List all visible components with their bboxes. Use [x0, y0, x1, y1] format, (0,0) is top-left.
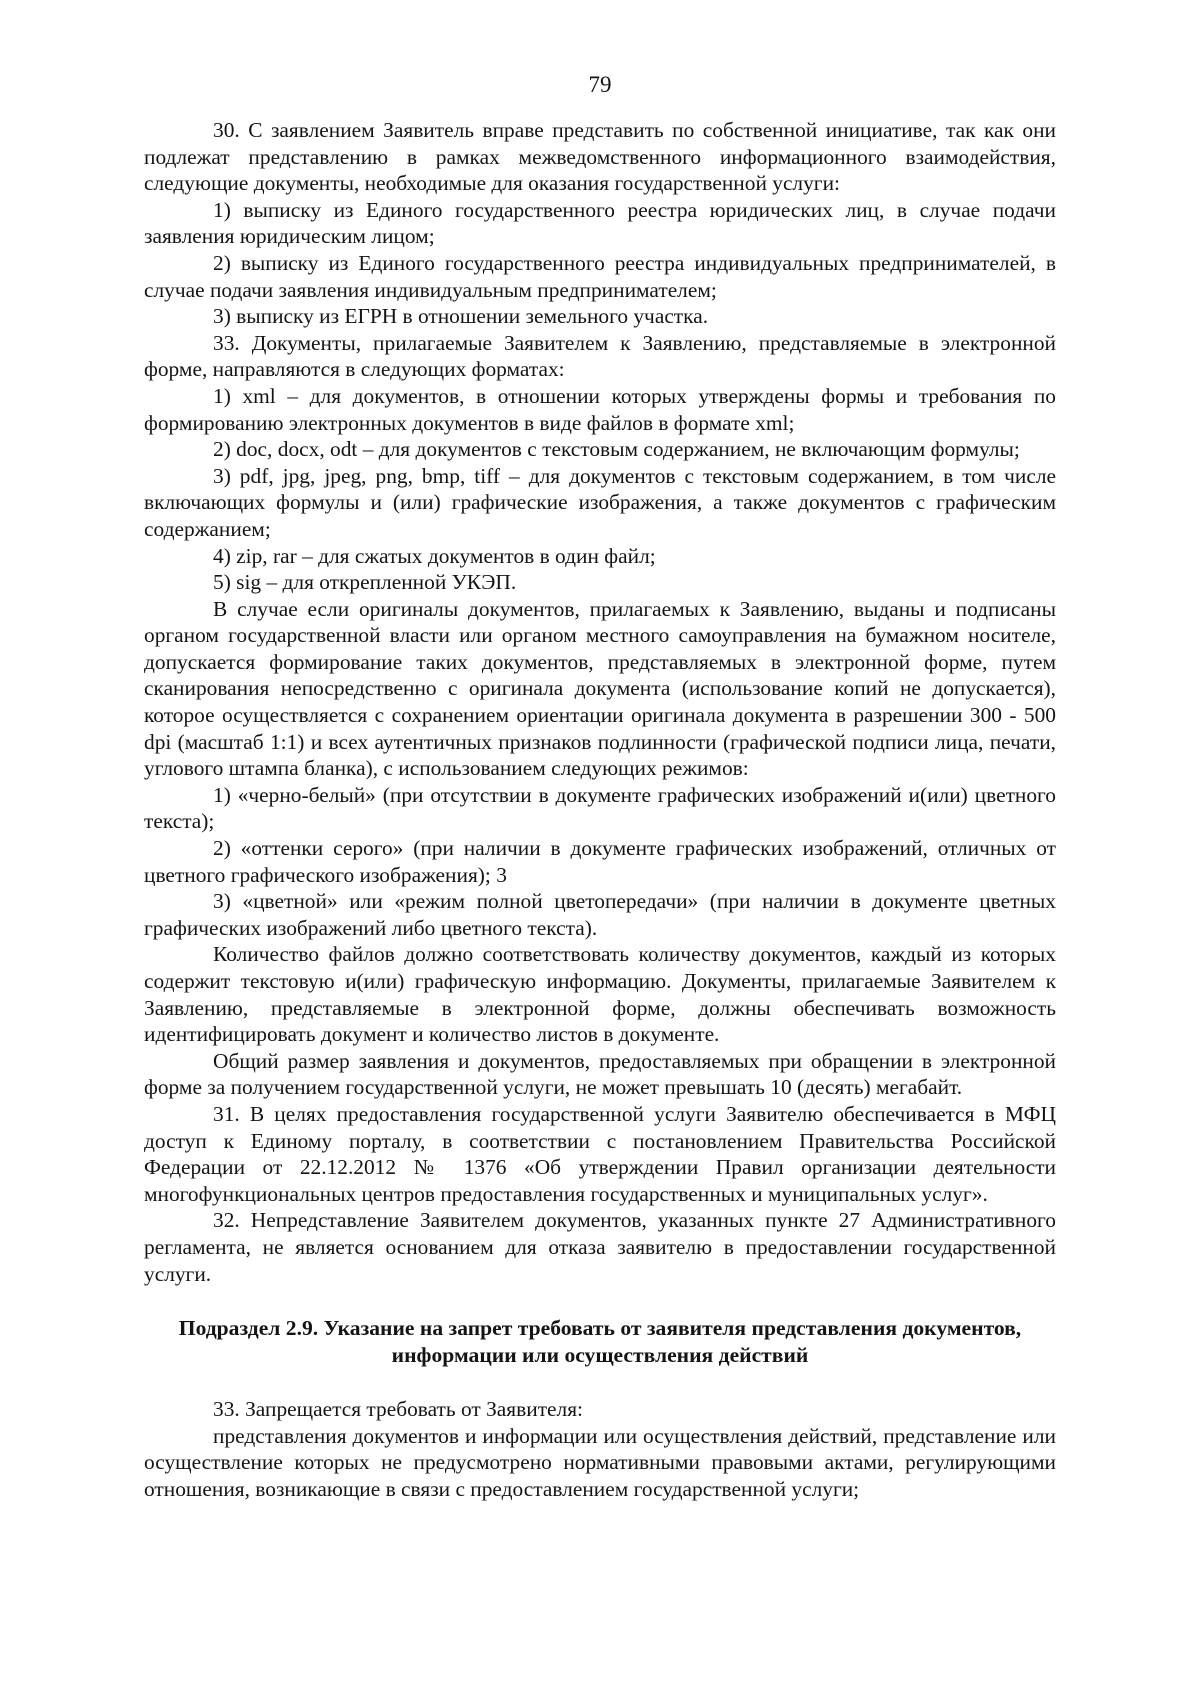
format-item-xml: 1) xml – для документов, в отношении которых утверждены формы и требования по формированию электронных документов в виде файлов в формате xml; — [144, 383, 1056, 435]
mode-item-grayscale: 2) «оттенки серого» (при наличии в документе графических изображений, отличных от цветного графического изображения); 3 — [144, 836, 1056, 887]
paragraph-size-limit: Общий размер заявления и документов, предоставляемых при обращении в электронной форме за получением государственной услуги, не может превышать 10 (десять) мегабайт. — [144, 1048, 1056, 1100]
format-item-pdf: 3) pdf, jpg, jpeg, png, bmp, tiff – для документов с текстовым содержанием, в том числе включающих формулы и (или) графические изображения, а также документов с графическим содержанием; — [144, 463, 1056, 541]
paragraph-scanning: В случае если оригиналы документов, прилагаемых к Заявлению, выданы и подписаны органом государственной власти или органом местного самоуправления на бумажном носителе, допускается формирование таких документов, представляемых в электронной форме, путем сканирования непосредственно с оригинала документа (использование копий не допускается), которое осуществляется с сохранением ориентации оригинала документа в разрешении 300 - 500 dpi (масштаб 1:1) и всех аутентичных признаков подлинности (графической подписи лица, печати, углового штампа бланка), с использованием следующих режимов: — [144, 596, 1056, 781]
mode-item-color: 3) «цветной» или «режим полной цветопередачи» (при наличии в документе цветных графических изображений либо цветного текста). — [144, 889, 1056, 940]
prohibition-item: представления документов и информации или осуществления действий, представление или осуществление которых не предусмотрено нормативными правовыми актами, регулирующими отношения, возникающие в связи с предоставлением государственной услуги; — [144, 1423, 1056, 1501]
paragraph-33-formats: 33. Документы, прилагаемые Заявителем к Заявлению, представляемые в электронной форме, направляются в следующих форматах: — [144, 330, 1056, 382]
section-heading-line-1: Подраздел 2.9. Указание на запрет требовать от заявителя представления документов, — [178, 1316, 1022, 1341]
paragraph-file-count: Количество файлов должно соответствовать количеству документов, каждый из которых содержит текстовую и(или) графическую информацию. Документы, прилагаемые Заявителем к Заявлению, представляемые в электронной форме, должны обеспечивать возможность идентифицировать документ и количество листов в документе. — [144, 942, 1056, 1047]
list-item-egrip: 2) выписку из Единого государственного реестра индивидуальных предпринимателей, в случае подачи заявления индивидуальным предпринимателем; — [144, 250, 1056, 302]
list-item-egrul: 1) выписку из Единого государственного реестра юридических лиц, в случае подачи заявления юридическим лицом; — [144, 197, 1056, 249]
paragraph-30: 30. С заявлением Заявитель вправе представить по собственной инициативе, так как они подлежат представлению в рамках межведомственного информационного взаимодействия, следующие документы, необходимые для оказания государственной услуги: — [144, 118, 1056, 196]
format-item-sig: 5) sig – для открепленной УКЭП. — [213, 570, 517, 595]
paragraph-33-prohibition: 33. Запрещается требовать от Заявителя: — [213, 1397, 583, 1422]
section-heading — [144, 1315, 1056, 1369]
list-item-egrn: 3) выписку из ЕГРН в отношении земельного участка. — [213, 304, 709, 329]
paragraph-31: 31. В целях предоставления государственной услуги Заявителю обеспечивается в МФЦ доступ к Единому порталу, в соответствии с постановлением Правительства Российской Федерации от 22.12.2012 № 1376 «Об утверждении Правил организации деятельности многофункциональных центров предоставления государственных и муниципальных услуг». — [144, 1101, 1056, 1206]
format-item-doc: 2) doc, docx, odt – для документов с текстовым содержанием, не включающим формулы; — [213, 437, 1020, 462]
format-item-zip: 4) zip, rar – для сжатых документов в один файл; — [213, 543, 656, 568]
document-body — [144, 117, 1056, 1503]
mode-item-bw: 1) «черно-белый» (при отсутствии в документе графических изображений и(или) цветного текста); — [144, 782, 1056, 834]
paragraph-32: 32. Непредставление Заявителем документов, указанных пункте 27 Административного регламента, не является основанием для отказа заявителю в предоставлении государственной услуги. — [144, 1208, 1056, 1286]
section-heading-line-2: информации или осуществления действий — [391, 1343, 809, 1368]
page-number: 79 — [588, 72, 612, 97]
